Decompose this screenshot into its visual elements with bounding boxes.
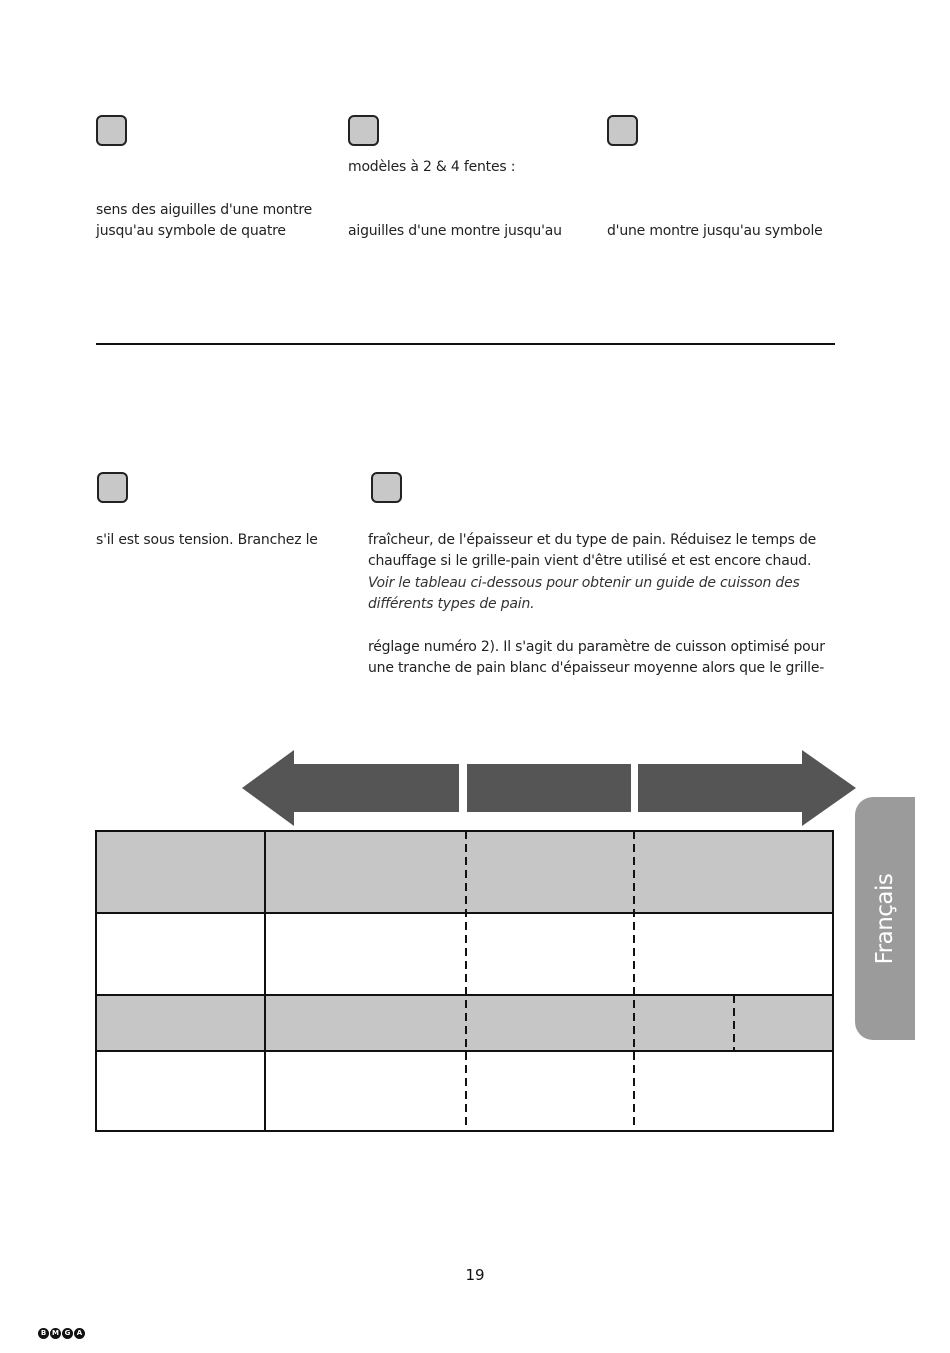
col1-line1: sens des aiguilles d'une montre xyxy=(96,202,312,218)
step-box-3 xyxy=(607,115,638,146)
logo-letter-b: B xyxy=(38,1328,49,1339)
step-box-5 xyxy=(371,472,402,503)
mid-col1-line1: s'il est sous tension. Branchez le xyxy=(96,532,318,548)
col3-line2: d'une montre jusqu'au symbole xyxy=(607,223,823,239)
logo-letter-g: G xyxy=(62,1328,73,1339)
mid-col2-italic-1: différents types de pain. xyxy=(368,596,535,612)
col2-line0: modèles à 2 & 4 fentes : xyxy=(348,159,516,175)
bmga-logo xyxy=(38,1328,85,1339)
mid-col2-line2-0: réglage numéro 2). Il s'agit du paramètre de cuisson optimisé pour xyxy=(368,639,825,655)
mid-col2-line-0: fraîcheur, de l'épaisseur et du type de pain. Réduisez le temps de xyxy=(368,532,817,548)
table-shaded-row xyxy=(96,995,833,1051)
col1-line2: jusqu'au symbole de quatre xyxy=(96,223,286,239)
browning-scale-arrows xyxy=(242,748,858,828)
language-tab-label: Français xyxy=(872,873,898,964)
mid-col2-italic-0: Voir le tableau ci-dessous pour obtenir un guide de cuisson des xyxy=(368,575,800,591)
step-box-2 xyxy=(348,115,379,146)
mid-col2-line-1: chauffage si le grille-pain vient d'être utilisé et est encore chaud. xyxy=(368,553,812,569)
page-number: 19 xyxy=(465,1266,485,1284)
toasting-guide-table xyxy=(95,830,835,1134)
language-tab xyxy=(855,797,915,1040)
right-arrow xyxy=(638,750,856,826)
step-box-4 xyxy=(97,472,128,503)
mid-col2-line2-1: une tranche de pain blanc d'épaisseur moyenne alors que le grille- xyxy=(368,660,825,676)
col2-line2: aiguilles d'une montre jusqu'au xyxy=(348,223,562,239)
logo-letter-m: M xyxy=(50,1328,61,1339)
step-box-1 xyxy=(96,115,127,146)
left-arrow xyxy=(242,750,459,826)
section-divider xyxy=(96,343,835,345)
logo-letter-a: A xyxy=(74,1328,85,1339)
middle-bar xyxy=(467,764,631,812)
table-header-row xyxy=(96,831,833,913)
